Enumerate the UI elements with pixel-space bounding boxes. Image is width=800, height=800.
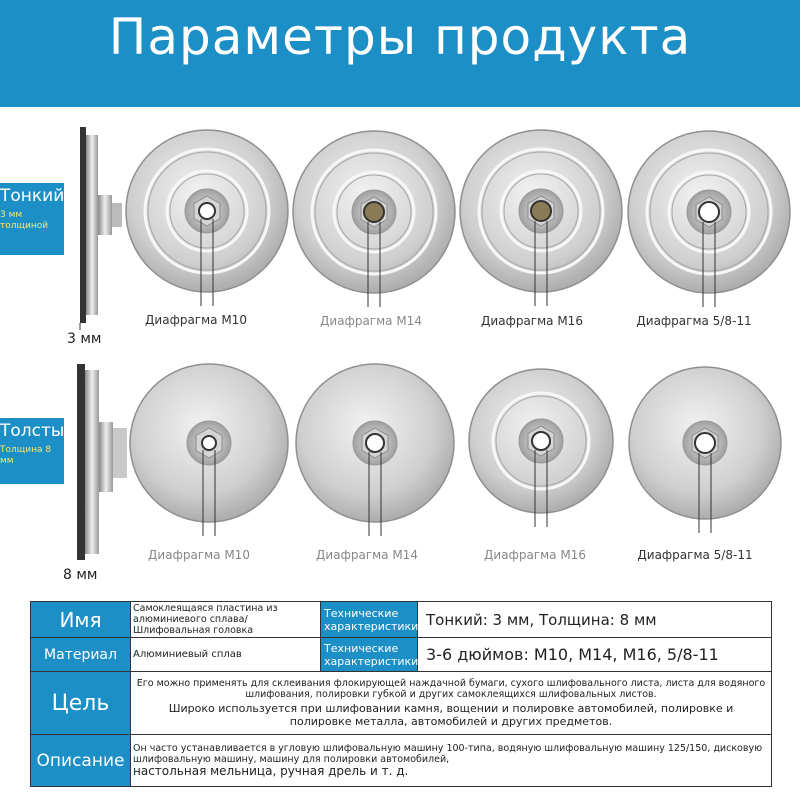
disc-caption: Диафрагма М10 (145, 313, 247, 327)
desc-cell (131, 735, 772, 787)
desc-text-1: Он часто устанавливается в угловую шлифовальную машину 100-типа, водяную шлифовальную машину 125/150, дисковую шлифовальную машину, машину для полировки автомобилей, (133, 743, 763, 765)
disc-caption: Диафрагма 5/8-11 (637, 548, 753, 562)
page-title: Параметры продукта (108, 8, 692, 66)
disc-caption: Диафрагма М16 (481, 314, 583, 328)
disc-bore (199, 203, 215, 219)
desc-label: Описание (31, 735, 131, 787)
name-label: Имя (31, 602, 131, 638)
spec-row-name (31, 602, 772, 638)
disc-bore (364, 202, 384, 222)
disc-bore (202, 436, 216, 450)
thick-label-subtitle: Толщина 8 мм (0, 445, 52, 466)
material-label: Материал (31, 638, 131, 672)
tech-label-2: Технические характеристики (321, 638, 418, 672)
disc-bore (695, 433, 715, 453)
spec-row-description (31, 735, 772, 787)
desc-text-2: настольная мельница, ручная дрель и т. д. (133, 764, 409, 778)
disc-caption: Диафрагма М10 (148, 548, 250, 562)
disc-bore (699, 202, 719, 222)
purpose-label: Цель (31, 672, 131, 735)
thin-label-subtitle: 3 мм толщиной (0, 210, 49, 231)
disc-bore (532, 432, 550, 450)
purpose-cell (131, 672, 772, 735)
spec-table (30, 601, 772, 787)
purpose-text-2: Широко используется при шлифовании камня, вощении и полировке автомобилей, полировке и полировке металла, автомобилей и других предметов. (168, 702, 734, 728)
disc-bore (366, 434, 384, 452)
thick-label-title: Толстый (0, 421, 76, 441)
thin-dimension: 3 мм (67, 331, 102, 347)
tech-label-1: Технические характеристики (321, 602, 418, 638)
tech-value-1: Тонкий: 3 мм, Толщина: 8 мм (418, 602, 772, 638)
spec-row-material (31, 638, 772, 672)
tech-value-2: 3-6 дюймов: M10, M14, M16, 5/8-11 (418, 638, 772, 672)
spec-row-purpose (31, 672, 772, 735)
name-value: Самоклеящаяся пластина из алюминиевого сплава/Шлифовальная головка (131, 602, 321, 638)
disc-caption: Диафрагма М14 (320, 314, 422, 328)
disc-bore (531, 201, 551, 221)
purpose-text-1: Его можно применять для склеивания флокирующей наждачной бумаги, сухого шлифовального листа, листа для водяного шлифования, полировки губкой и других самоклеящихся шлифовальных листов. (136, 678, 766, 700)
material-value: Алюминиевый сплав (131, 638, 321, 672)
disc-caption: Диафрагма М14 (316, 548, 418, 562)
disc-caption: Диафрагма М16 (484, 548, 586, 562)
disc-caption: Диафрагма 5/8-11 (636, 314, 752, 328)
thin-label-title: Тонкий (0, 186, 65, 206)
thick-dimension: 8 мм (63, 567, 98, 583)
